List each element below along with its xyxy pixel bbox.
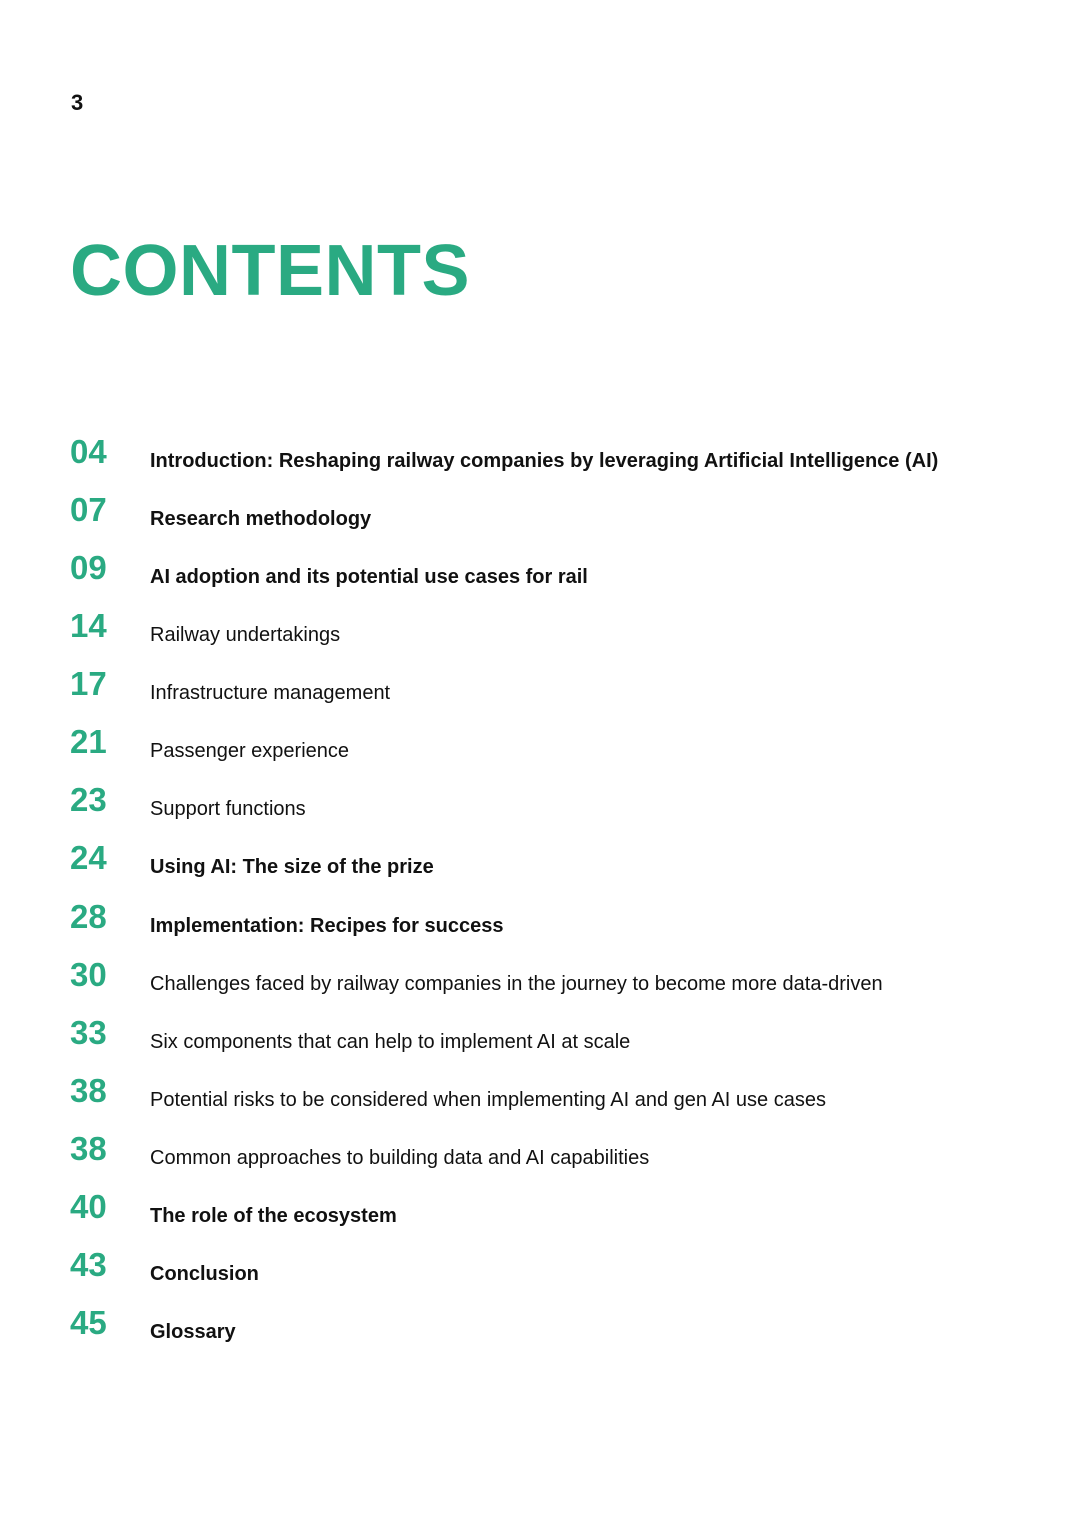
toc-entry-label: Glossary [150, 1320, 236, 1343]
toc-entry[interactable] [70, 1299, 1030, 1357]
toc-entry[interactable] [70, 1125, 1030, 1183]
toc-entry-label: The role of the ecosystem [150, 1204, 397, 1227]
toc-page-number: 43 [70, 1245, 107, 1283]
table-of-contents [70, 428, 1030, 1357]
toc-entry-label: Six components that can help to implement AI at scale [150, 1030, 631, 1053]
toc-page-number: 38 [70, 1071, 107, 1109]
toc-entry[interactable] [70, 1067, 1030, 1125]
toc-entry[interactable] [70, 486, 1030, 544]
toc-page-number: 21 [70, 723, 107, 761]
toc-page-number: 04 [70, 433, 107, 471]
toc-entry-label: Introduction: Reshaping railway companies by leveraging Artificial Intelligence (AI) [150, 450, 939, 473]
toc-page-number: 24 [70, 839, 107, 877]
page-title: CONTENTS [70, 231, 470, 311]
toc-entry-label: Conclusion [150, 1262, 259, 1285]
toc-entry[interactable] [70, 893, 1030, 951]
toc-page-number: 23 [70, 781, 107, 819]
toc-entry-label: Research methodology [150, 508, 372, 531]
toc-entry[interactable] [70, 1241, 1030, 1299]
toc-entry[interactable] [70, 951, 1030, 1009]
toc-entry-label: Railway undertakings [150, 624, 341, 647]
toc-entry[interactable] [70, 428, 1030, 486]
toc-entry-label: Passenger experience [150, 740, 350, 763]
toc-page-number: 28 [70, 897, 107, 935]
toc-page-number: 09 [70, 549, 107, 587]
page-number: 3 [71, 90, 84, 115]
toc-entry[interactable] [70, 1009, 1030, 1067]
toc-entry[interactable] [70, 544, 1030, 602]
toc-page-number: 38 [70, 1129, 107, 1167]
toc-entry-label: Implementation: Recipes for success [150, 914, 504, 937]
toc-entry[interactable] [70, 834, 1030, 892]
toc-entry[interactable] [70, 602, 1030, 660]
toc-entry-label: Challenges faced by railway companies in the journey to become more data-driven [150, 972, 883, 995]
toc-entry-label: AI adoption and its potential use cases for rail [150, 566, 588, 589]
toc-page-number: 40 [70, 1187, 107, 1225]
toc-entry[interactable] [70, 1183, 1030, 1241]
toc-entry-label: Infrastructure management [150, 682, 391, 705]
toc-page-number: 30 [70, 955, 107, 993]
toc-entry[interactable] [70, 718, 1030, 776]
toc-page-number: 14 [70, 607, 107, 645]
toc-page-number: 17 [70, 665, 107, 703]
toc-entry-label: Common approaches to building data and AI capabilities [150, 1146, 650, 1169]
toc-page-number: 45 [70, 1303, 107, 1341]
toc-entry-label: Support functions [150, 798, 306, 821]
toc-entry-label: Potential risks to be considered when implementing AI and gen AI use cases [150, 1088, 826, 1111]
toc-page-number: 33 [70, 1013, 107, 1051]
toc-entry[interactable] [70, 660, 1030, 718]
toc-entry[interactable] [70, 776, 1030, 834]
toc-entry-label: Using AI: The size of the prize [150, 856, 434, 879]
toc-page-number: 07 [70, 491, 107, 529]
